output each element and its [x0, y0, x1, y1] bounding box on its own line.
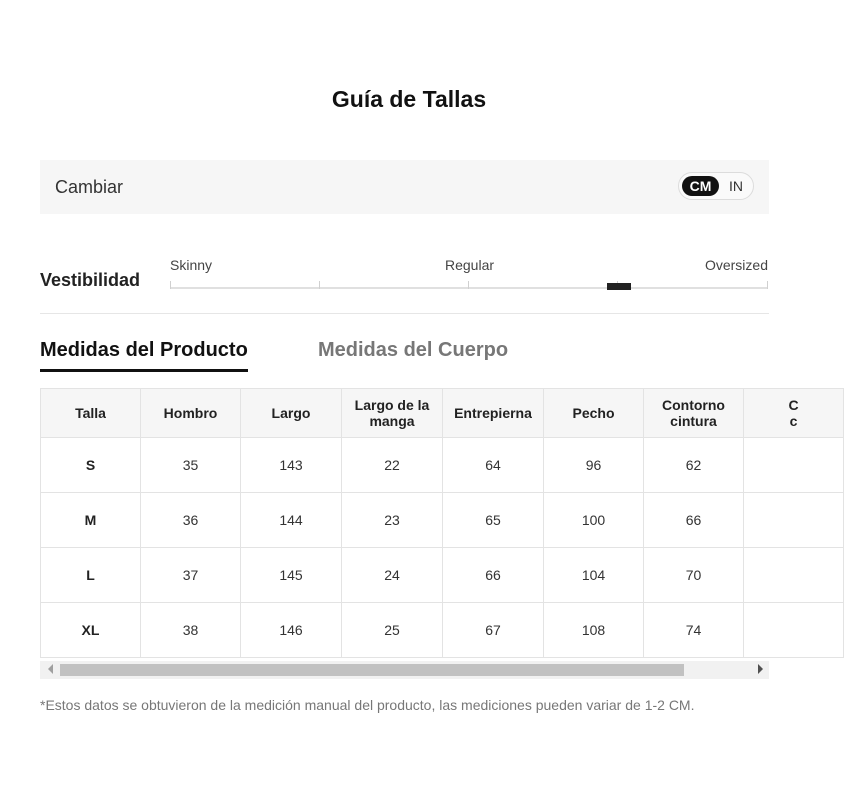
table-cell — [744, 493, 844, 548]
table-cell: 36 — [141, 493, 241, 548]
header-text: Hombro — [163, 405, 218, 421]
table-cell: 62 — [644, 438, 744, 493]
table-cell: 66 — [443, 548, 544, 603]
fit-scale-label-skinny: Skinny — [170, 257, 213, 273]
section-divider — [40, 313, 769, 314]
table-cell: 96 — [544, 438, 644, 493]
table-cell: 145 — [241, 548, 342, 603]
fit-scale-tick — [767, 281, 768, 289]
table-cell: 35 — [141, 438, 241, 493]
unit-switch-label: Cambiar — [55, 177, 124, 197]
header-text: Pecho — [572, 405, 615, 421]
fit-scale-tick — [319, 281, 320, 289]
table-cell: 64 — [443, 438, 544, 493]
tab-body-measurements[interactable]: Medidas del Cuerpo — [318, 339, 509, 361]
header-text: C — [788, 397, 799, 413]
table-cell: 25 — [342, 603, 443, 658]
header-text: manga — [369, 413, 415, 429]
table-cell: 146 — [241, 603, 342, 658]
table-row — [41, 603, 844, 658]
scroll-right-arrow-icon[interactable] — [758, 664, 763, 674]
header-sleeve-length — [342, 389, 443, 438]
page-title: Guía de Tallas — [331, 86, 487, 112]
unit-switch-bar — [40, 160, 769, 214]
table-cell: 23 — [342, 493, 443, 548]
fit-label: Vestibilidad — [40, 270, 141, 290]
header-inseam — [443, 389, 544, 438]
fit-level-marker — [607, 283, 631, 290]
header-length — [241, 389, 342, 438]
horizontal-scrollbar[interactable] — [40, 661, 769, 679]
header-text: Contorno — [662, 397, 725, 413]
table-cell: 37 — [141, 548, 241, 603]
table-cell: 67 — [443, 603, 544, 658]
fit-scale-tick — [468, 281, 469, 289]
table-cell: 104 — [544, 548, 644, 603]
fit-scale-tick — [170, 281, 171, 289]
table-cell: 38 — [141, 603, 241, 658]
size-table-container — [40, 388, 799, 660]
table-row — [41, 548, 844, 603]
fit-scale-track — [170, 287, 768, 289]
header-text: Talla — [75, 405, 106, 421]
unit-option-cm[interactable]: CM — [682, 176, 719, 196]
table-cell: 22 — [342, 438, 443, 493]
header-chest — [544, 389, 644, 438]
table-header-row — [41, 389, 844, 438]
table-cell: 24 — [342, 548, 443, 603]
table-cell: 66 — [644, 493, 744, 548]
table-row — [41, 493, 844, 548]
size-cell: S — [41, 438, 141, 493]
header-text: Largo — [271, 405, 311, 421]
table-cell — [744, 438, 844, 493]
header-size — [41, 389, 141, 438]
scroll-left-arrow-icon[interactable] — [48, 664, 53, 674]
table-cell: 108 — [544, 603, 644, 658]
fit-scale — [170, 255, 768, 295]
table-cell: 100 — [544, 493, 644, 548]
table-cell: 74 — [644, 603, 744, 658]
header-cut-off — [744, 389, 844, 438]
header-text: cintura — [670, 413, 717, 429]
table-row — [41, 438, 844, 493]
scrollbar-thumb[interactable] — [60, 664, 684, 676]
header-text: Largo de la — [354, 397, 430, 413]
table-cell: 65 — [443, 493, 544, 548]
size-table — [40, 388, 844, 658]
unit-toggle[interactable] — [678, 172, 754, 200]
table-cell — [744, 548, 844, 603]
table-cell: 144 — [241, 493, 342, 548]
table-cell: 143 — [241, 438, 342, 493]
table-cell: 70 — [644, 548, 744, 603]
fit-scale-label-oversized: Oversized — [704, 257, 768, 273]
tab-product-measurements[interactable]: Medidas del Producto — [40, 339, 248, 372]
header-waist — [644, 389, 744, 438]
fit-scale-label-regular: Regular — [445, 257, 495, 273]
size-cell: M — [41, 493, 141, 548]
measurement-note: *Estos datos se obtuvieron de la medición manual del producto, las mediciones pueden variar de 1-2 CM. — [40, 697, 695, 713]
unit-option-in[interactable]: IN — [729, 178, 743, 194]
size-cell: L — [41, 548, 141, 603]
header-text: Entrepierna — [454, 405, 532, 421]
header-text: c — [789, 413, 798, 429]
size-cell: XL — [41, 603, 141, 658]
table-cell — [744, 603, 844, 658]
header-shoulder — [141, 389, 241, 438]
